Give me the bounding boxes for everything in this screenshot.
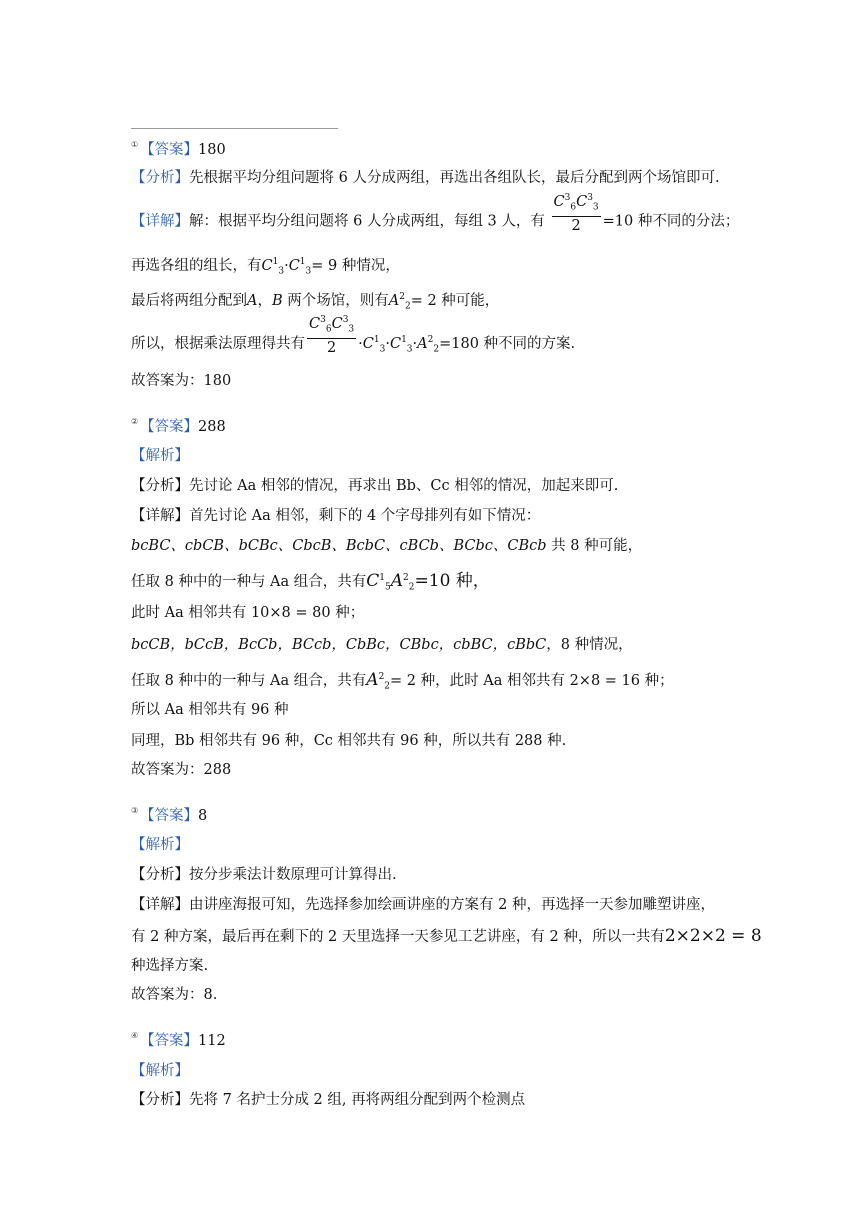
final-answer-1: 故答案为：180 bbox=[131, 373, 232, 389]
analysis-line-4 bbox=[131, 1090, 525, 1110]
line-text: 任取 8 种中的一种与 Aa 组合，共有 bbox=[131, 573, 367, 590]
line-text: 有 2 种方案，最后再在剩下的 2 天里选择一天参见工艺讲座，有 2 种，所以一共有 bbox=[131, 929, 665, 945]
footnote-marker-1: ① bbox=[131, 140, 139, 149]
analysis-text: 先将 7 名护士分成 2 组, 再将两组分配到两个检测点 bbox=[189, 1092, 526, 1108]
line-text: =180 种不同的方案. bbox=[439, 335, 576, 352]
case-list-text: bcBC、cbCB、bCBc、CbcB、BcbC、cBCb、BCbc、CBcb bbox=[131, 538, 547, 554]
detail-text: 解：根据平均分组问题将 6 人分成两组，每组 3 人，有 bbox=[189, 213, 545, 230]
analysis-line-3 bbox=[131, 865, 397, 885]
case-list-suffix: 共 8 种可能， bbox=[546, 538, 643, 554]
line-text: 任取 8 种中的一种与 Aa 组合，共有 bbox=[131, 672, 367, 689]
line-text: = 2 种，此时 Aa 相邻共有 2×8 = 16 种； bbox=[390, 672, 674, 689]
answer-tag: 【答案】 bbox=[140, 808, 198, 824]
answer-value: 180 bbox=[198, 142, 226, 158]
line-text: 再选各组的组长，有 bbox=[131, 257, 262, 274]
answer-value: 8 bbox=[198, 808, 208, 824]
analysis-tag: 【分析】 bbox=[131, 478, 189, 494]
line-text: 最后将两组分配到 bbox=[131, 292, 247, 309]
jiexi-tag-2: 【解析】 bbox=[131, 448, 189, 464]
line-text: =10 种， bbox=[414, 570, 490, 591]
answer-tag: 【答案】 bbox=[140, 1033, 198, 1049]
final-answer-3: 故答案为：8. bbox=[131, 987, 218, 1003]
analysis-text: 先根据平均分组问题将 6 人分成两组，再选出各组队长，最后分配到两个场馆即可. bbox=[189, 170, 720, 186]
detail-line-3-1 bbox=[131, 895, 715, 915]
footnote-marker-3: ③ bbox=[131, 806, 139, 815]
case-list-1 bbox=[131, 536, 642, 556]
analysis-text: 先讨论 Aa 相邻的情况，再求出 Bb、Cc 相邻的情况，加起来即可. bbox=[189, 478, 619, 494]
fraction-c63c33-over-2: $\frac{C^3_6C^3_3}{2}$ bbox=[307, 312, 356, 357]
detail-tag: 【详解】 bbox=[131, 508, 189, 524]
detail-line-3: 最后将两组分配到A，B 两个场馆，则有$A^2_2= 2$ 种可能， bbox=[131, 292, 500, 312]
detail-line-2-3: 任取 8 种中的一种与 Aa 组合，共有$C^1_5A^2_2=10$ 种， bbox=[131, 570, 490, 593]
analysis-tag: 【分析】 bbox=[131, 170, 189, 186]
detail-text: 首先讨论 Aa 相邻，剩下的 4 个字母排列有如下情况： bbox=[189, 508, 541, 524]
case-list-2 bbox=[131, 635, 633, 655]
answer-value: 112 bbox=[198, 1033, 226, 1049]
line-text: 所以，根据乘法原理得共有 bbox=[131, 335, 305, 352]
answer-line-3 bbox=[140, 806, 207, 826]
detail-text: 由讲座海报可知，先选择参加绘画讲座的方案有 2 种，再选择一天参加雕塑讲座， bbox=[189, 897, 715, 913]
detail-line-4: 所以，根据乘法原理得共有 $\frac{C^3_6C^3_3}{2}$ $\cdot C^1_3\cdot C^1_3\cdot A^2_2=180$ 种不同的方案. bbox=[131, 330, 575, 360]
answer-tag: 【答案】 bbox=[140, 142, 198, 158]
detail-line-2-4: 此时 Aa 相邻共有 10×8 = 80 种； bbox=[131, 605, 365, 621]
answer-line-1 bbox=[140, 140, 226, 160]
detail-line-2-7: 所以 Aa 相邻共有 96 种 bbox=[131, 702, 289, 718]
footnote-marker-2: ② bbox=[131, 417, 139, 426]
analysis-tag: 【分析】 bbox=[131, 867, 189, 883]
detail-text-suffix: =10 种不同的分法； bbox=[602, 213, 740, 230]
analysis-text: 按分步乘法计数原理可计算得出. bbox=[189, 867, 397, 883]
jiexi-tag-4: 【解析】 bbox=[131, 1063, 189, 1079]
case-list-suffix: ，8 种情况， bbox=[546, 637, 633, 653]
jiexi-tag-3: 【解析】 bbox=[131, 837, 189, 853]
analysis-tag: 【分析】 bbox=[131, 1092, 189, 1108]
detail-tag: 【详解】 bbox=[131, 213, 189, 230]
footnote-marker-4: ④ bbox=[131, 1031, 139, 1040]
case-list-text: bcCB，bCcB，BcCb，BCcb，CbBc，CBbc，cbBC，cBbC bbox=[131, 637, 547, 653]
answer-line-4 bbox=[140, 1031, 226, 1051]
detail-line-2-6: 任取 8 种中的一种与 Aa 组合，共有$A^2_2= 2$ 种，此时 Aa 相邻共有 2×8 = 16 种； bbox=[131, 669, 674, 692]
detail-line-2-1 bbox=[131, 506, 540, 526]
detail-line-2: 再选各组的组长，有$C^1_3\cdot C^1_3= 9$ 种情况， bbox=[131, 257, 400, 277]
final-answer-2: 故答案为：288 bbox=[131, 762, 232, 778]
line-text: ， bbox=[257, 292, 272, 309]
analysis-line-2 bbox=[131, 476, 618, 496]
detail-line-3-3: 种选择方案. bbox=[131, 958, 209, 974]
line-text: = 2 种可能， bbox=[410, 292, 500, 309]
detail-line-3-2 bbox=[131, 926, 762, 947]
answer-line-2 bbox=[140, 417, 226, 437]
product-expression: 2×2×2 = 8 bbox=[664, 926, 762, 946]
line-text: = 9 种情况， bbox=[311, 257, 400, 274]
analysis-line-1 bbox=[131, 168, 720, 188]
answer-tag: 【答案】 bbox=[140, 419, 198, 435]
detail-line-1 bbox=[131, 193, 740, 235]
footnote-rule bbox=[131, 128, 338, 129]
detail-line-2-8: 同理，Bb 相邻共有 96 种，Cc 相邻共有 96 种，所以共有 288 种. bbox=[131, 733, 567, 749]
fraction-c63c33-over-2: $\frac{C^3_6C^3_3}{2}$ bbox=[552, 190, 601, 235]
answer-value: 288 bbox=[198, 419, 226, 435]
detail-tag: 【详解】 bbox=[131, 897, 189, 913]
line-text: 两个场馆，则有 bbox=[287, 292, 389, 309]
